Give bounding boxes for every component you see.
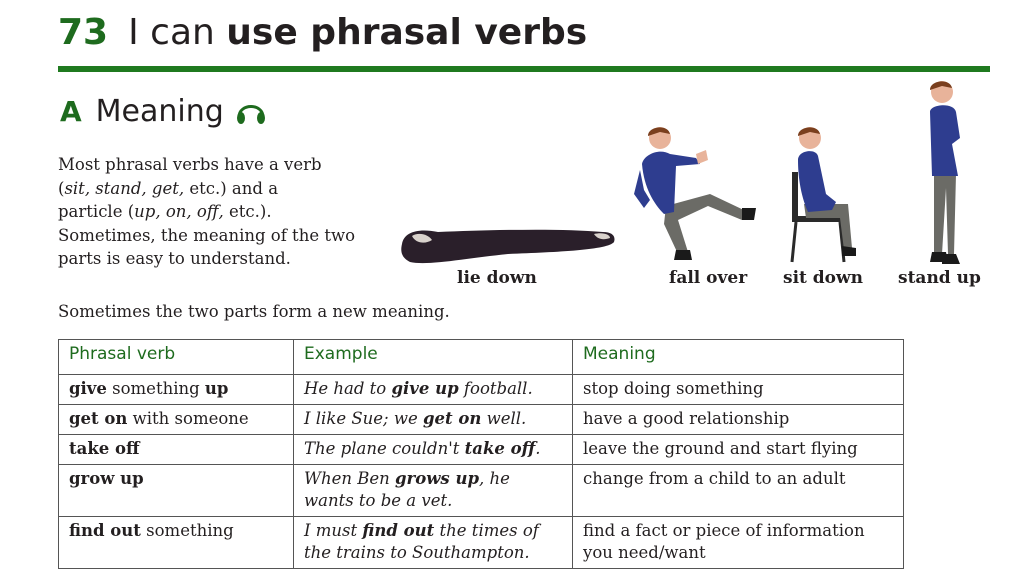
sit-down-illustration	[786, 124, 866, 266]
intro-line: Most phrasal verbs have a verb	[58, 155, 322, 174]
phrasal-verb-cell: find out something	[59, 517, 294, 569]
table-row	[59, 465, 904, 517]
meaning-cell: have a good relationship	[573, 405, 904, 435]
example-cell: I like Sue; we get on well.	[294, 405, 573, 435]
table-header-row	[59, 340, 904, 375]
meaning-cell: stop doing something	[573, 375, 904, 405]
intro-line: parts is easy to understand.	[58, 249, 291, 268]
meaning-cell: leave the ground and start flying	[573, 435, 904, 465]
phrasal-verb-cell: grow up	[59, 465, 294, 517]
phrasal-verb-cell: get on with someone	[59, 405, 294, 435]
meaning-cell: change from a child to an adult	[573, 465, 904, 517]
unit-number: 73	[58, 12, 109, 53]
intro-line: Sometimes, the meaning of the two	[58, 225, 356, 245]
example-cell: When Ben grows up, he wants to be a vet.	[294, 465, 573, 517]
phrasal-verbs-table	[58, 339, 904, 569]
lie-down-illustration	[398, 222, 618, 268]
example-cell: He had to give up football.	[294, 375, 573, 405]
column-header-meaning: Meaning	[573, 340, 904, 375]
lie-down-label: lie down	[457, 268, 537, 288]
intro-sentence-new-meaning: Sometimes the two parts form a new meaning.	[58, 302, 450, 321]
table-row	[59, 435, 904, 465]
unit-title-prefix: I can	[128, 12, 227, 53]
phrasal-verb-cell: give something up	[59, 375, 294, 405]
column-header-phrasal-verb: Phrasal verb	[59, 340, 294, 375]
table-row	[59, 517, 904, 569]
section-letter: A	[60, 95, 82, 128]
section-title: Meaning	[95, 94, 224, 129]
stand-up-label: stand up	[898, 268, 981, 288]
section-heading	[60, 94, 268, 129]
intro-paragraph	[58, 153, 388, 271]
intro-line: particle (up, on, off, etc.).	[58, 202, 272, 221]
column-header-example: Example	[294, 340, 573, 375]
example-cell: The plane couldn't take off.	[294, 435, 573, 465]
phrasal-verb-cell: take off	[59, 435, 294, 465]
fall-over-label: fall over	[669, 268, 748, 288]
header-rule	[58, 66, 990, 72]
unit-header	[58, 12, 587, 62]
table-row	[59, 375, 904, 405]
meaning-cell: find a fact or piece of information you need/want	[573, 517, 904, 569]
sit-down-label: sit down	[783, 268, 864, 288]
stand-up-illustration	[922, 78, 972, 268]
headphones-icon[interactable]	[234, 97, 268, 127]
table-row	[59, 405, 904, 435]
intro-line: (sit, stand, get, etc.) and a	[58, 178, 279, 198]
example-cell: I must find out the times of the trains to Southampton.	[294, 517, 573, 569]
fall-over-illustration	[630, 124, 765, 266]
unit-title-bold: use phrasal verbs	[226, 12, 588, 53]
